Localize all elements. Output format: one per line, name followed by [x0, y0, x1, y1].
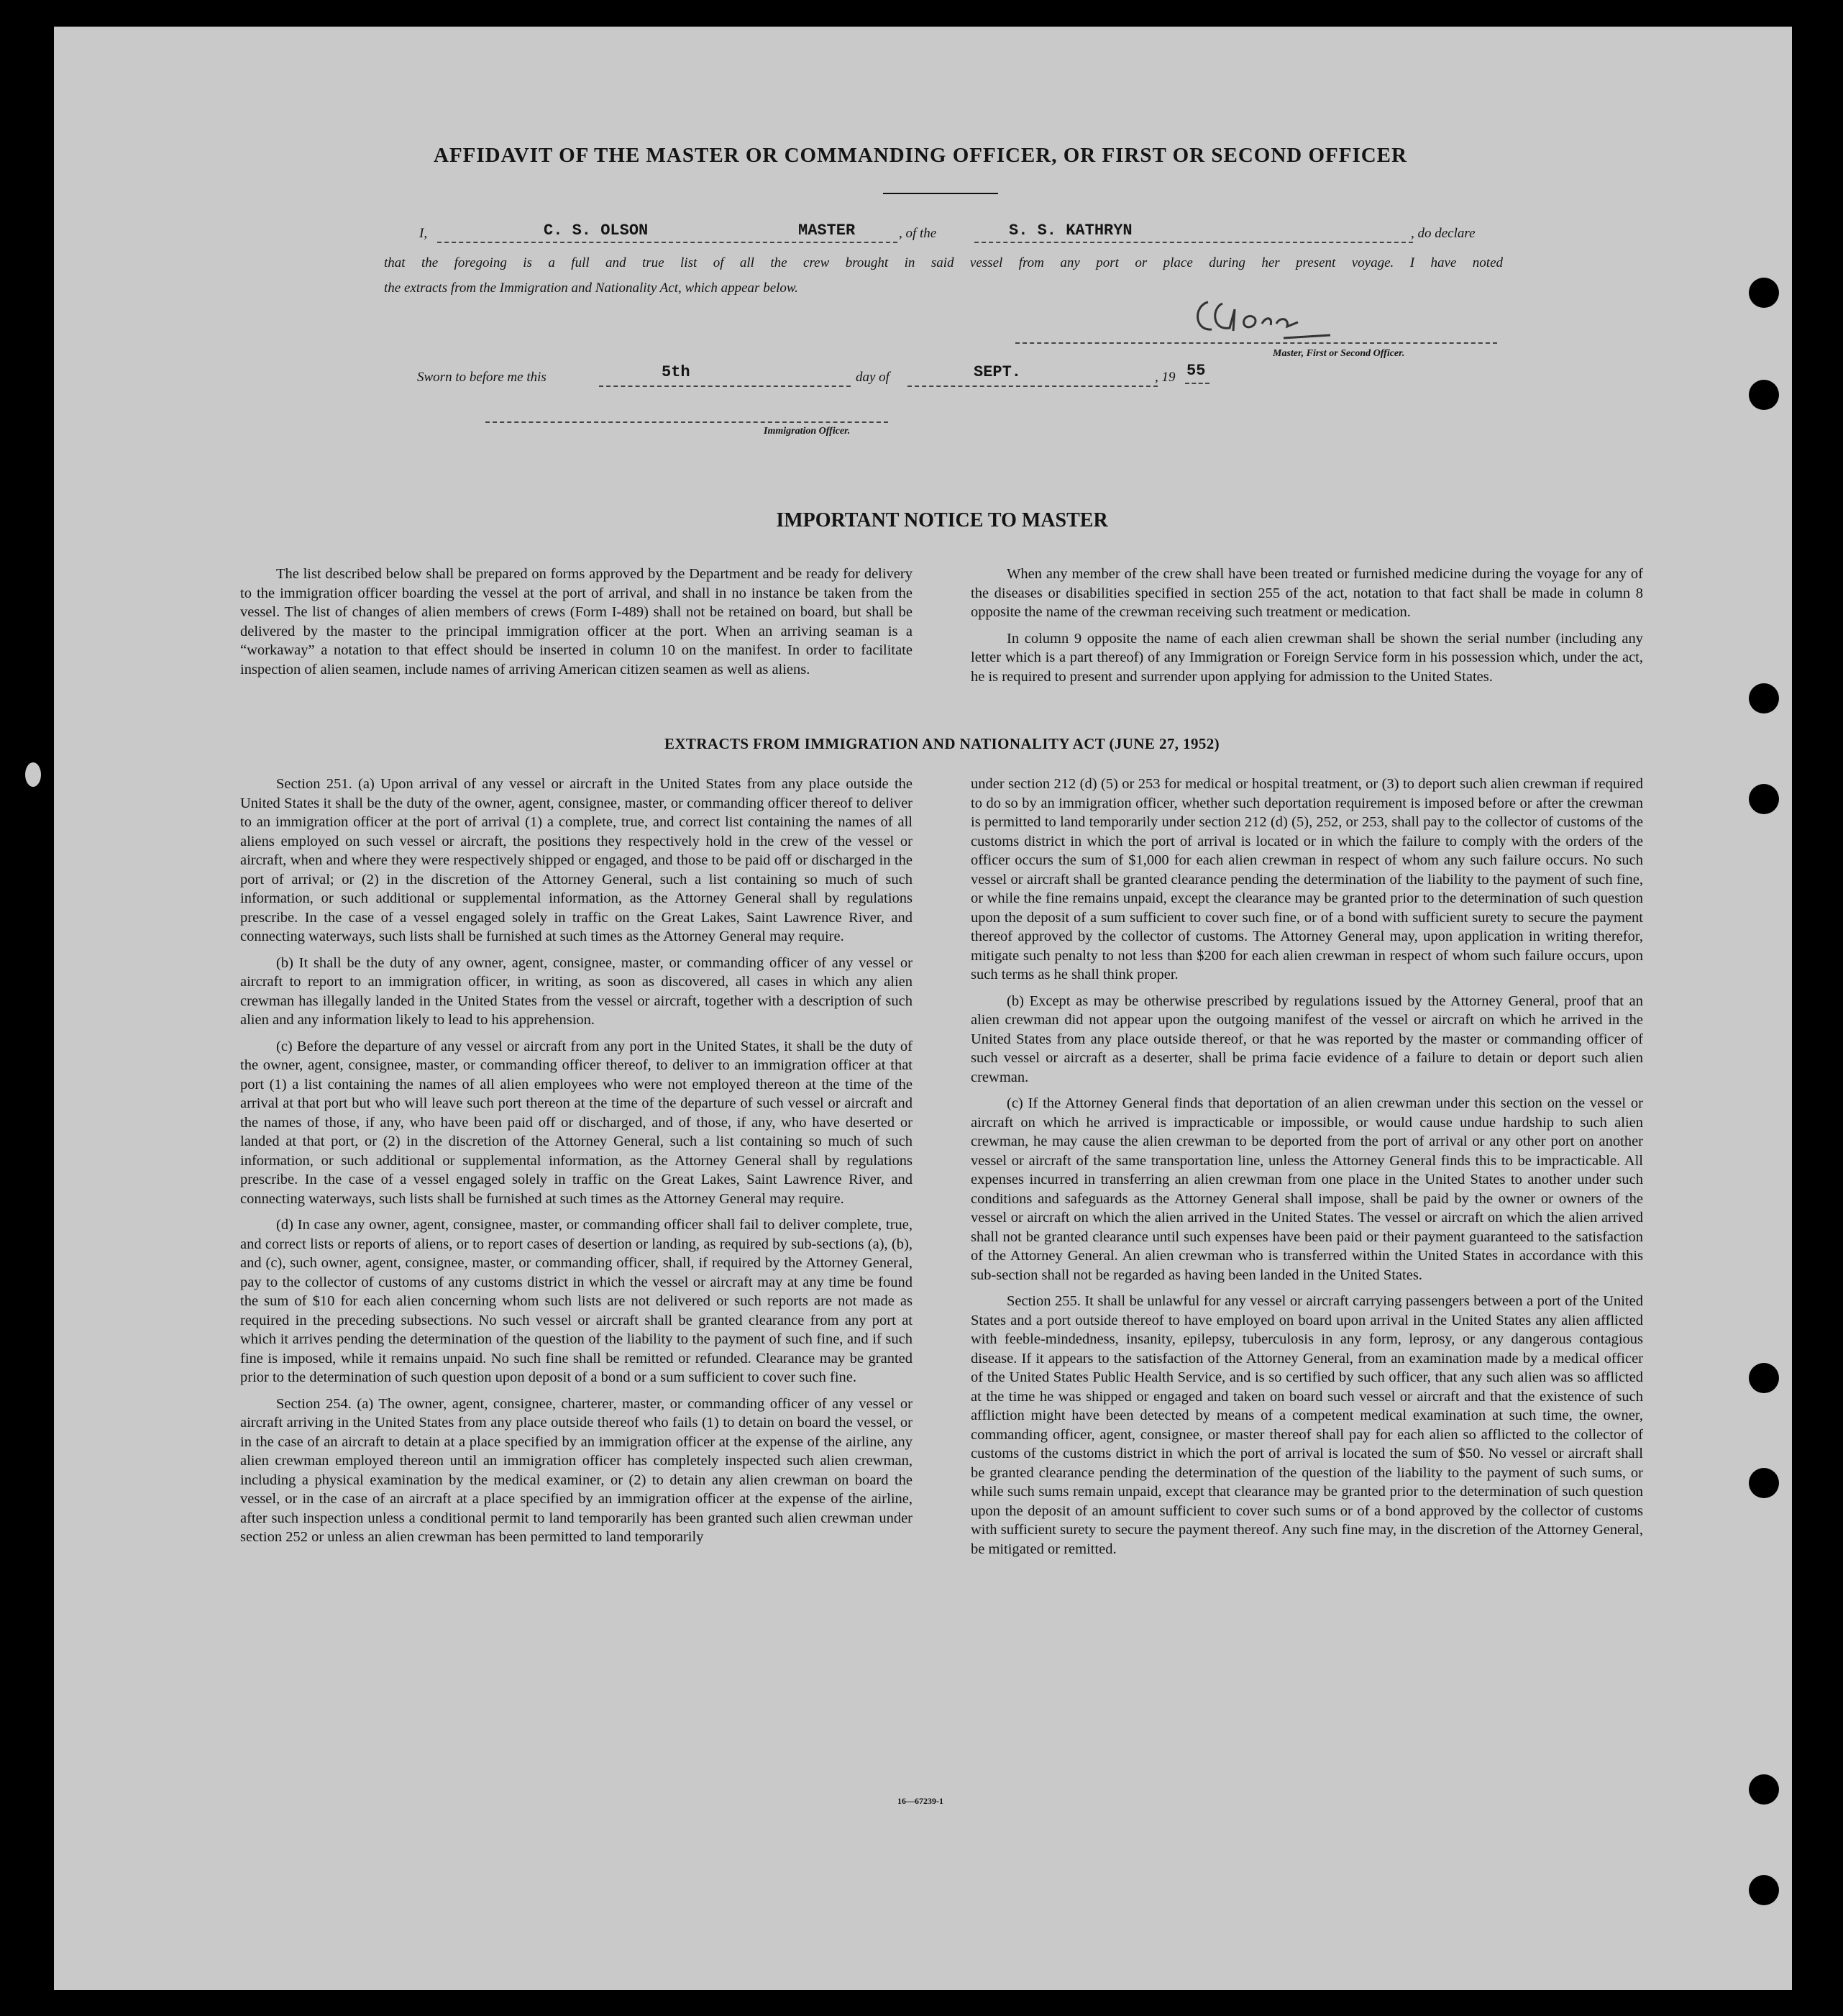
notice-left-paragraph: The list described below shall be prepared on forms approved by the Department and be ready for delivery to the immigration officer boarding the vessel at the port of arrival, and shall in no instance be taken from the vessel. The list of changes of alien members of crews (Form I-489) shall not be retained on board, but shall be delivered by the master to the principal immigration officer at the port. When an arriving seaman is a “workaway” a notation to that effect should be inserted in column 10 on the manifest. In order to facilitate inspection of alien seamen, include names of arriving American citizen seamen as well as aliens. [240, 566, 913, 678]
declaration-line-1: that the foregoing is a full and true list of all the crew brought in said vessel from any port or place during her present voyage. I have noted [384, 255, 1503, 270]
of-the-label: , of the [899, 226, 937, 241]
affidavit-title: AFFIDAVIT OF THE MASTER OR COMMANDING OFFICER, OR FIRST OR SECOND OFFICER [434, 144, 1407, 167]
officer-line [485, 421, 888, 423]
signature-scrawl [1190, 295, 1334, 345]
master-rank: MASTER [798, 222, 856, 240]
extracts-right-column [971, 775, 1643, 1566]
section-251-a: Section 251. (a) Upon arrival of any vessel or aircraft in the United States from any place outside the United States it shall be the duty of the owner, agent, consignee, master, or commanding officer thereof to deliver to an immigration officer at the port of arrival (1) a complete, true, and correct list containing the names of all aliens employed on such vessel or aircraft, the positions they respectively hold in the crew of the vessel or aircraft, when and where they were respectively shipped or engaged, and those to be paid off or discharged in the port of arrival; or (2) in the discretion of the Attorney General, such a list containing so much of such information, or such additional or supplemental information, as the Attorney General shall by regulations prescribe. In the case of a vessel engaged solely in traffic on the Great Lakes, Saint Lawrence River, and connecting waterways, such lists shall be furnished at such times as the Attorney General may require. [240, 776, 913, 944]
sworn-day: 5th [662, 363, 690, 381]
officer-caption: Immigration Officer. [764, 426, 851, 437]
punch-hole [1749, 380, 1779, 410]
do-declare-label: , do declare [1411, 226, 1476, 241]
day-of-label: day of [856, 370, 890, 385]
notice-title: IMPORTANT NOTICE TO MASTER [776, 509, 1108, 532]
punch-hole [1749, 683, 1779, 713]
year-line [1185, 383, 1209, 384]
extracts-left-column [240, 775, 913, 1554]
section-251-d: (d) In case any owner, agent, consignee, master, or commanding officer shall fail to deliver complete, true, and correct lists or reports of aliens, or to report cases of desertion or landing, as required by sub-sections (a), (b), and (c), such owner, agent, consignee, master, or commanding officer, shall, if required by the Attorney General, pay to the collector of customs of any customs district in which the vessel or aircraft may at any time be found the sum of $10 for each alien concerning whom such lists are not delivered or such reports are not made as required in the preceding subsections. No such vessel or aircraft shall be granted clearance from any port at which it arrives pending the determination of the question of the liability to the payment of such fine, and if such fine is imposed, while it remains unpaid. No such fine shall be remitted or refunded. Clearance may be granted prior to the determination of such question upon deposit of a bond or a sum sufficient to cover such fine. [240, 1217, 913, 1385]
edge-notch [25, 762, 41, 787]
notice-right-paragraph-2: In column 9 opposite the name of each alien crewman shall be shown the serial number (including any letter which is a part thereof) of any Immigration or Foreign Service form in his possession which, under the act, he is required to present and surrender upon applying for admission to the United States. [971, 630, 1643, 685]
sworn-month: SEPT. [974, 363, 1022, 381]
vessel-line [974, 242, 1413, 243]
punch-hole [1749, 1774, 1779, 1805]
sworn-day-line [599, 386, 851, 387]
vessel-name: S. S. KATHRYN [1009, 222, 1133, 240]
punch-hole [1749, 278, 1779, 308]
section-254-c: (c) If the Attorney General finds that deportation of an alien crewman under this section on the vessel or aircraft on which he arrived is impracticable or impossible, or would cause undue hardship to such alien crewman, he may cause the alien crewman to be deported from the port of arrival or any other port on another vessel or aircraft of the same transportation line, unless the Attorney General finds this to be impracticable. All expenses incurred in transferring an alien crewman from one place in the United States to another under such conditions and safeguards as the Attorney General shall impose, shall be paid by the owner or owners of the vessel or aircraft on which the alien arrived in the United States. The vessel or aircraft on which the alien arrived shall not be granted clearance until such expenses have been paid or their payment guaranteed to the satisfaction of the Attorney General. An alien crewman who is transferred within the United States in accordance with this sub-section shall not be regarded as having been landed in the United States. [971, 1095, 1643, 1283]
signature-line [1015, 342, 1497, 344]
punch-hole [1749, 1468, 1779, 1498]
notice-left-column [240, 565, 913, 686]
punch-hole [1749, 1875, 1779, 1905]
year-prefix: , 19 [1155, 370, 1176, 385]
i-label: I, [419, 226, 428, 241]
title-rule [883, 193, 998, 194]
name-line [437, 242, 897, 243]
declaration-line-2: the extracts from the Immigration and Nationality Act, which appear below. [384, 280, 798, 296]
notice-right-column [971, 565, 1643, 693]
section-254-b: (b) Except as may be otherwise prescribed by regulations issued by the Attorney General, proof that an alien crewman did not appear upon the outgoing manifest of the vessel or aircraft on which he arrived in the United States from any place outside thereof, or that he was reported by the master or commanding officer of such vessel or aircraft as a deserter, shall be prima facie evidence of a failure to detain or deport such alien crewman. [971, 993, 1643, 1085]
sworn-label: Sworn to before me this [417, 370, 547, 385]
signature-caption: Master, First or Second Officer. [1273, 348, 1405, 359]
section-251-b: (b) It shall be the duty of any owner, agent, consignee, master, or commanding officer of any vessel or aircraft to report to an immigration officer, in writing, as soon as discovered, all cases in which any alien crewman has illegally landed in the United States from the vessel or aircraft, together with a description of such alien and any information likely to lead to his apprehension. [240, 954, 913, 1028]
form-number: 16—67239-1 [897, 1796, 943, 1806]
section-254-a-continued: under section 212 (d) (5) or 253 for medical or hospital treatment, or (3) to deport such alien crewman if required to do so by an immigration officer, whether such deportation requirement is imposed before or after the crewman is permitted to land temporarily under section 212 (d) (5), 252, or 253, shall pay to the collector of customs of the customs district in which the port of arrival is located or in which the failure to comply with the orders of the officer occurs the sum of $1,000 for each alien crewman in respect of whom any such failure occurs. No such vessel or aircraft shall be granted clearance pending the determination of the liability to the payment of such fine, or while the fine remains unpaid, except the clearance may be granted prior to the determination of such question upon the deposit of a sum sufficient to cover such fine, or of a bond with sufficient surety to secure the payment thereof approved by the collector of customs. The Attorney General may, upon application in writing therefor, mitigate such penalty to not less than $200 for each alien crewman in respect of whom such failure occurs, upon such terms as he shall think proper. [971, 776, 1643, 982]
sworn-month-line [907, 386, 1158, 387]
master-name: C. S. OLSON [544, 222, 649, 240]
section-254-a: Section 254. (a) The owner, agent, consignee, charterer, master, or commanding officer of any vessel or aircraft arriving in the United States from any place outside thereof who fails (1) to detain on board the vessel, or in the case of an aircraft to detain at a place specified by an immigration officer at the expense of the airline, any alien crewman employed thereon until an immigration officer has completely inspected such alien crewman, including a physical examination by the medical examiner, or (2) to detain any alien crewman on board the vessel, or in the case of an aircraft at a place specified by an immigration officer at the expense of the airline, after such inspection unless a conditional permit to land temporarily has been granted such alien crewman under section 252 or unless an alien crewman has been permitted to land temporarily [240, 1395, 913, 1545]
sworn-year: 55 [1186, 362, 1206, 380]
section-255: Section 255. It shall be unlawful for any vessel or aircraft carrying passengers between a port of the United States and a port outside thereof to have employed on board upon arrival in the United States any alien afflicted with feeble-mindedness, insanity, epilepsy, tuberculosis in any form, leprosy, or any dangerous contagious disease. If it appears to the satisfaction of the Attorney General, from an examination made by a medical officer of the United States Public Health Service, and is so certified by such officer, that any such alien was so afflicted at the time he was shipped or engaged and taken on board such vessel or aircraft and that the existence of such affliction might have been detected by means of a competent medical examination at such time, the owner, commanding officer, agent, consignee, or master thereof shall pay for each alien so afflicted to the collector of customs of the customs district in which the port of arrival is located the sum of $50. No vessel or aircraft shall be granted clearance pending the determination of the question of the liability to the payment of such sums, or while such sums remain unpaid, except that clearance may be granted prior to the determination of such question upon the deposit of an amount sufficient to cover such sums or of a bond approved by the collector of customs with sufficient surety to secure the payment thereof. Any such fine may, in the discretion of the Attorney General, be mitigated or remitted. [971, 1293, 1643, 1557]
notice-right-paragraph-1: When any member of the crew shall have been treated or furnished medicine during the voyage for any of the diseases or disabilities specified in section 255 of the act, notation to that fact shall be made in column 8 opposite the name of the crewman receiving such treatment or medication. [971, 566, 1643, 620]
section-251-c: (c) Before the departure of any vessel or aircraft from any port in the United States, it shall be the duty of the owner, agent, consignee, master, or commanding officer thereof, to deliver to an immigration officer at that port (1) a list containing the names of all alien employees who were not employed thereon at the time of the arrival at that port but who will leave such port thereon at the time of the departure of such vessel or aircraft and the names of those, if any, who have been paid off or discharged, and of those, if any, who have deserted or landed at that port, or (2) in the discretion of the Attorney General, such a list containing so much of such information, or such additional or supplemental information, as the Attorney General shall by regulations prescribe. In the case of a vessel engaged solely in traffic on the Great Lakes, Saint Lawrence River, and connecting waterways, such lists shall be furnished at such times as the Attorney General may require. [240, 1038, 913, 1207]
punch-hole [1749, 1363, 1779, 1393]
extracts-title: EXTRACTS FROM IMMIGRATION AND NATIONALITY ACT (JUNE 27, 1952) [664, 735, 1220, 752]
punch-hole [1749, 784, 1779, 814]
